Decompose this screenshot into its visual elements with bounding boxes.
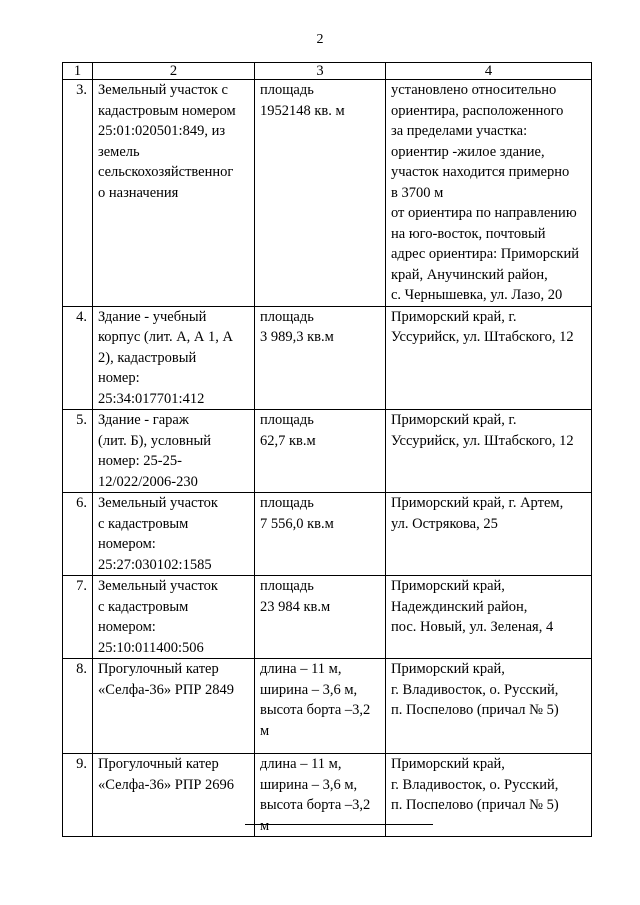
row-number: 3. <box>63 80 93 307</box>
row-number: 8. <box>63 659 93 754</box>
characteristics-cell: площадь 7 556,0 кв.м <box>255 493 386 576</box>
table-row <box>63 659 592 754</box>
characteristics-cell: длина – 11 м, ширина – 3,6 м, высота борта –3,2 м <box>255 659 386 754</box>
page-number: 2 <box>316 32 324 47</box>
address-cell: Приморский край, г. Уссурийск, ул. Штабского, 12 <box>386 410 592 493</box>
address-cell: Приморский край, г. Уссурийск, ул. Штабского, 12 <box>386 306 592 410</box>
row-number: 9. <box>63 754 93 837</box>
object-cell: Прогулочный катер «Селфа-36» РПР 2849 <box>93 659 255 754</box>
address-cell: Приморский край, г. Артем, ул. Острякова, 25 <box>386 493 592 576</box>
table-row <box>63 576 592 659</box>
row-number: 4. <box>63 306 93 410</box>
column-header: 2 <box>93 63 255 80</box>
object-cell: Земельный участок с кадастровым номером 25:01:020501:849, из земель сельскохозяйственног о назначения <box>93 80 255 307</box>
characteristics-cell: площадь 3 989,3 кв.м <box>255 306 386 410</box>
row-number: 5. <box>63 410 93 493</box>
characteristics-cell: площадь 1952148 кв. м <box>255 80 386 307</box>
address-cell: Приморский край, г. Владивосток, о. Русский, п. Поспелово (причал № 5) <box>386 754 592 837</box>
row-number: 6. <box>63 493 93 576</box>
table-row <box>63 306 592 410</box>
object-cell: Земельный участок с кадастровым номером: 25:27:030102:1585 <box>93 493 255 576</box>
row-number: 7. <box>63 576 93 659</box>
table-row <box>63 80 592 307</box>
column-header: 1 <box>63 63 93 80</box>
address-cell: Приморский край, г. Владивосток, о. Русский, п. Поспелово (причал № 5) <box>386 659 592 754</box>
column-header: 3 <box>255 63 386 80</box>
footer-divider <box>245 824 433 825</box>
characteristics-cell: длина – 11 м, ширина – 3,6 м, высота борта –3,2 м <box>255 754 386 837</box>
table-header-row <box>63 63 592 80</box>
object-cell: Прогулочный катер «Селфа-36» РПР 2696 <box>93 754 255 837</box>
table-row <box>63 493 592 576</box>
object-cell: Здание - учебный корпус (лит. А, А 1, А 2), кадастровый номер: 25:34:017701:412 <box>93 306 255 410</box>
column-header: 4 <box>386 63 592 80</box>
table-row <box>63 410 592 493</box>
property-table <box>62 62 592 837</box>
characteristics-cell: площадь 62,7 кв.м <box>255 410 386 493</box>
address-cell: Приморский край, Надеждинский район, пос. Новый, ул. Зеленая, 4 <box>386 576 592 659</box>
characteristics-cell: площадь 23 984 кв.м <box>255 576 386 659</box>
object-cell: Здание - гараж (лит. Б), условный номер: 25-25- 12/022/2006-230 <box>93 410 255 493</box>
object-cell: Земельный участок с кадастровым номером: 25:10:011400:506 <box>93 576 255 659</box>
address-cell: установлено относительно ориентира, расположенного за пределами участка: ориентир -жилое здание, участок находится примерно в 3700 м от ориентира по направлению на юго-восток, почтовый адрес ориентира: Приморский край, Анучинский район, с. Чернышевка, ул. Лазо, 20 <box>386 80 592 307</box>
